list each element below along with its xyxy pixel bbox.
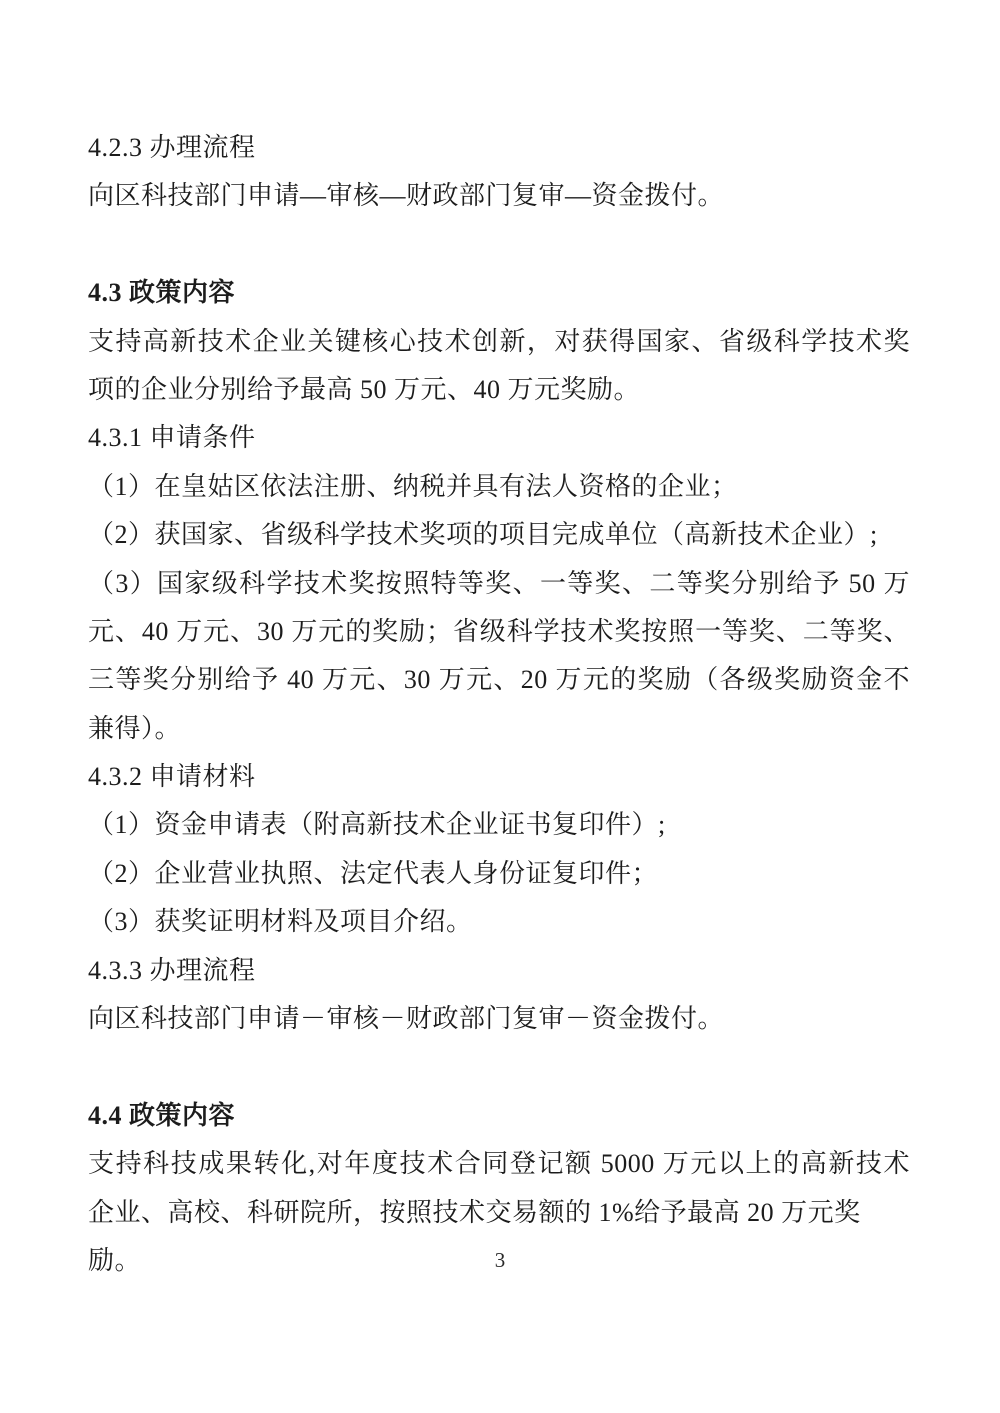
- para-4-3-line-1: 支持高新技术企业关键核心技术创新，对获得国家、省级科学技术奖: [88, 326, 910, 356]
- para-4-3-line-2: 项的企业分别给予最高 50 万元、40 万元奖励。: [88, 374, 641, 404]
- subheading-4-3-3: 4.3.3 办理流程: [88, 955, 256, 985]
- material-item-1: （1）资金申请表（附高新技术企业证书复印件）;: [88, 810, 666, 840]
- process-line-4-2-3: 向区科技部门申请—审核—财政部门复审—资金拨付。: [88, 181, 725, 211]
- material-item-3: （3）获奖证明材料及项目介绍。: [88, 907, 473, 937]
- material-item-2: （2）企业营业执照、法定代表人身份证复印件；: [88, 858, 659, 888]
- condition-item-1: （1）在皇姑区依法注册、纳税并具有法人资格的企业；: [88, 471, 738, 501]
- condition-item-3-line-2: 元、40 万元、30 万元的奖励；省级科学技术奖按照一等奖、二等奖、: [88, 616, 910, 646]
- para-4-4-line-2: 企业、高校、科研院所，按照技术交易额的 1%给予最高 20 万元奖励。: [88, 1197, 861, 1275]
- para-4-4-line-1: 支持科技成果转化,对年度技术合同登记额 5000 万元以上的高新技术: [88, 1149, 910, 1179]
- process-line-4-3-3: 向区科技部门申请－审核－财政部门复审－资金拨付。: [88, 1004, 725, 1034]
- condition-item-3-line-4: 兼得）。: [88, 713, 182, 743]
- subheading-4-3-1: 4.3.1 申请条件: [88, 423, 256, 453]
- subheading-4-3-2: 4.3.2 申请材料: [88, 762, 256, 792]
- heading-4-3: 4.3 政策内容: [88, 278, 236, 308]
- condition-item-3-line-1: （3）国家级科学技术奖按照特等奖、一等奖、二等奖分别给予 50 万: [88, 568, 910, 598]
- condition-item-2: （2）获国家、省级科学技术奖项的项目完成单位（高新技术企业）;: [88, 520, 878, 550]
- condition-item-3-line-3: 三等奖分别给予 40 万元、30 万元、20 万元的奖励（各级奖励资金不: [88, 665, 910, 695]
- heading-4-4: 4.4 政策内容: [88, 1100, 236, 1130]
- subheading-4-2-3: 4.2.3 办理流程: [88, 133, 256, 162]
- page-number: 3: [494, 1248, 506, 1272]
